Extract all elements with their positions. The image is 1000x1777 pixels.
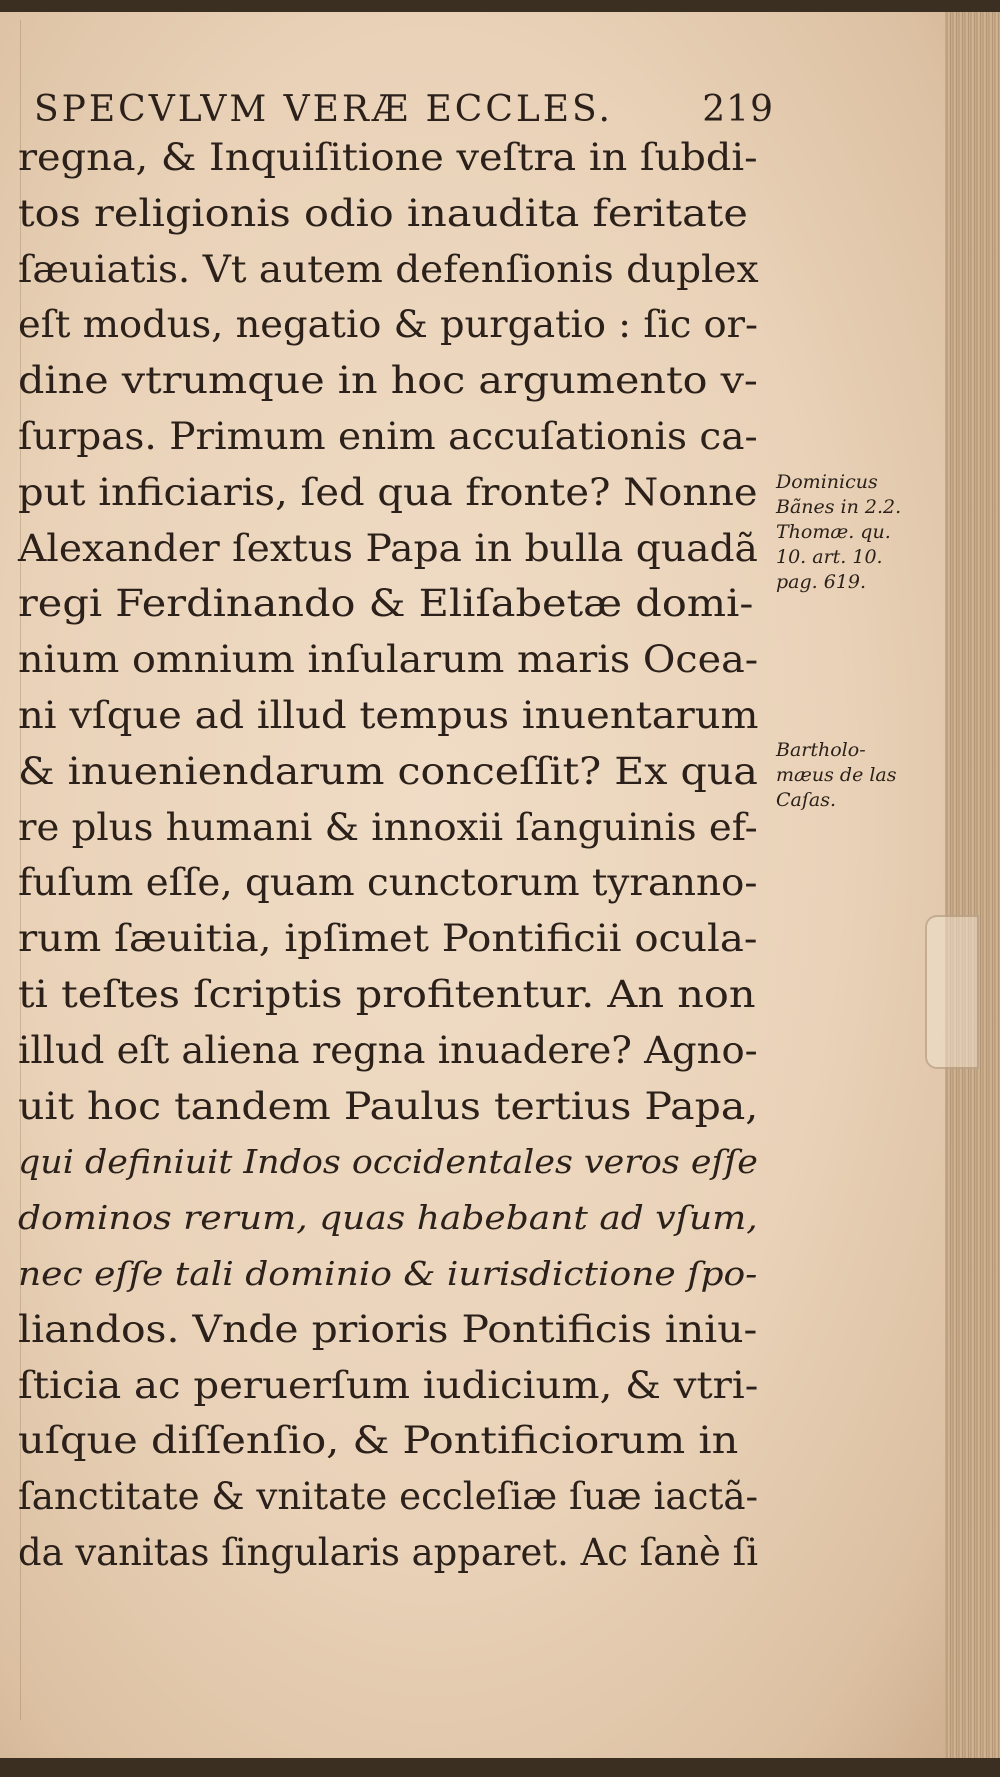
text-line-18: uit hoc tandem Paulus tertius Papa, (18, 1084, 759, 1128)
text-line-8: Alexander ſextus Papa in bulla quadã (18, 526, 758, 570)
marginal-line: mæus de las (776, 764, 897, 786)
text-line-13: re plus humani & innoxii ſanguinis ef- (18, 805, 758, 849)
marginal-line: 10. art. 10. (776, 546, 883, 568)
text-line-24: uſque diſſenſio, & Pontificiorum in (18, 1419, 739, 1463)
text-line-7: put inficiaris, ſed qua fronte? Nonne (18, 470, 758, 514)
marginal-line: Bãnes in 2.2. (776, 496, 902, 518)
text-line-19-italic: qui definiuit Indos occidentales veros eſſe (18, 1142, 758, 1182)
text-line-9: regi Ferdinando & Eliſabetæ domi- (18, 582, 754, 626)
marginal-line: Bartholo- (776, 739, 866, 761)
text-line-26: da vanitas ſingularis apparet. Ac ſanè ſi (18, 1530, 759, 1574)
text-line-14: fuſum eſſe, quam cunctorum tyranno- (18, 861, 758, 905)
marginal-line: Thomæ. qu. (776, 521, 891, 543)
running-head (34, 80, 774, 130)
text-line-23: ſticia ac peruerſum iudicium, & vtri- (18, 1363, 759, 1407)
text-line-1: regna, & Inquiſitione veſtra in ſubdi- (18, 136, 758, 179)
text-line-25: ſanctitate & vnitate eccleſiæ ſuæ iactã- (18, 1475, 759, 1519)
scan-top-border (0, 0, 1000, 12)
body-text (18, 130, 763, 1581)
running-head-title: SPECVLVM VERÆ ECCLES. (34, 89, 613, 130)
text-line-5: dine vtrumque in hoc argumento v- (18, 359, 758, 403)
book-fore-edge (945, 0, 1000, 1777)
text-line-17: illud eſt aliena regna inuadere? Agno- (18, 1028, 758, 1072)
page-fold-mark (925, 915, 979, 1069)
marginal-line: Caſas. (776, 789, 837, 811)
marginal-note-banes (776, 470, 960, 595)
scan-bottom-border (0, 1758, 1000, 1777)
marginal-line: Dominicus (776, 471, 878, 493)
marginal-note-las-casas (776, 738, 960, 813)
text-line-3: ſæuiatis. Vt autem defenſionis duplex (18, 247, 759, 291)
text-line-15: rum ſæuitia, ipſimet Pontificii ocula- (18, 917, 758, 961)
marginal-line: pag. 619. (776, 571, 867, 593)
text-line-20-italic: dominos rerum, quas habebant ad vſum, (18, 1198, 758, 1238)
page-number: 219 (702, 89, 774, 130)
text-line-12: & inueniendarum conceſſit? Ex qua (18, 749, 758, 793)
text-line-6: ſurpas. Primum enim accuſationis ca- (18, 414, 758, 458)
text-line-21-italic: nec eſſe tali dominio & iurisdictione ſpo- (18, 1253, 758, 1293)
text-line-11: ni vſque ad illud tempus inuentarum (18, 693, 759, 737)
text-line-4: eſt modus, negatio & purgatio : ſic or- (18, 303, 758, 347)
text-line-16: ti teſtes ſcriptis profitentur. An non (18, 972, 756, 1016)
text-line-22: liandos. Vnde prioris Pontificis iniu- (18, 1307, 758, 1351)
text-line-10: nium omnium inſularum maris Ocea- (18, 638, 759, 682)
text-line-2: tos religionis odio inaudita feritate (18, 191, 748, 235)
